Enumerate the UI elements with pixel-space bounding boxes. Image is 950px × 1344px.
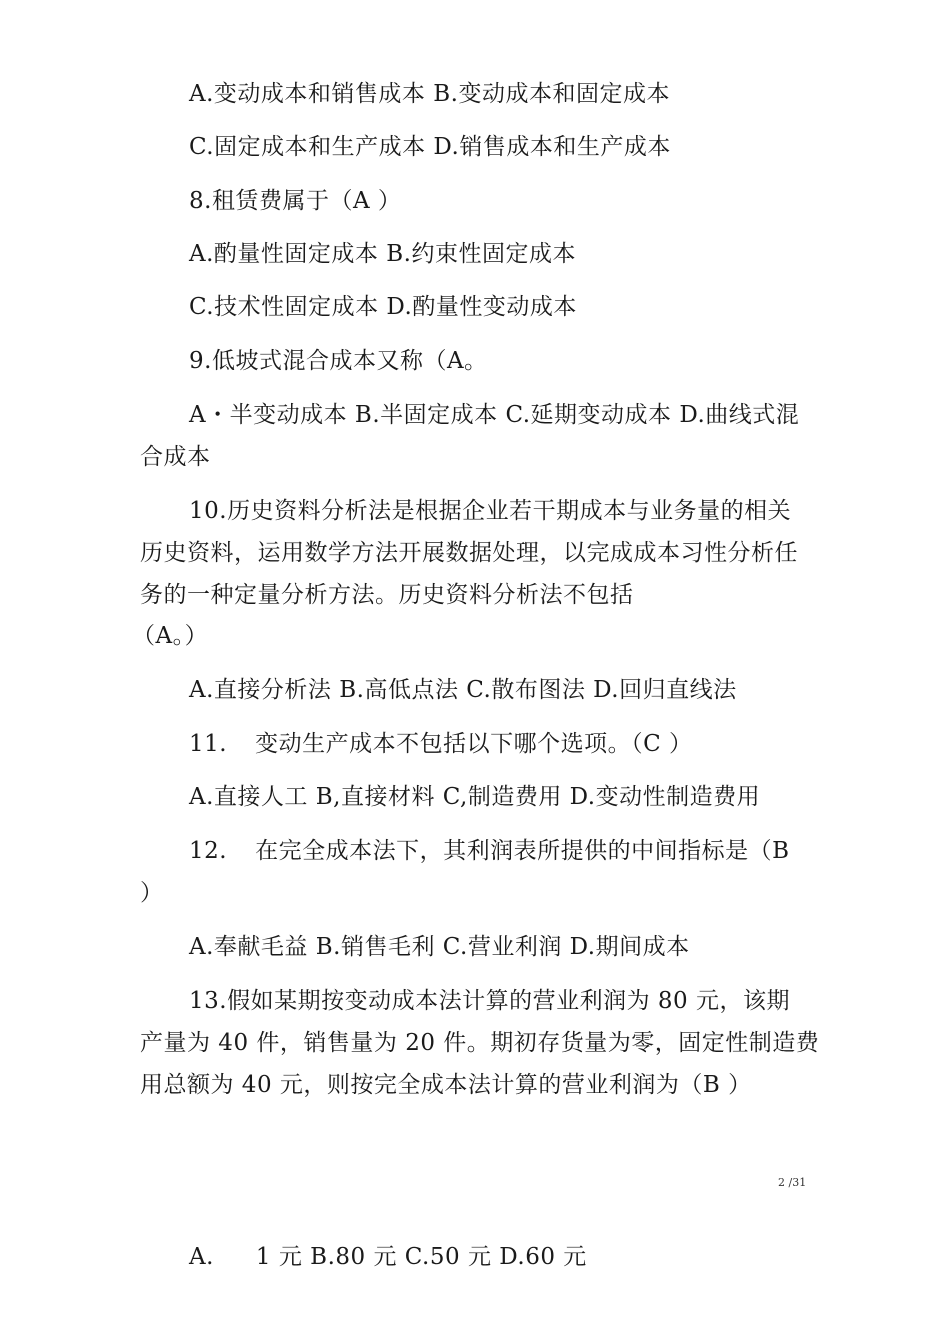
question-line-continued: ）: [140, 880, 164, 906]
question-number: 12.: [189, 838, 228, 864]
answer-bracket: （A。）: [132, 623, 209, 649]
question-line-continued: 产量为 40 件，销售量为 20 件。期初存货量为零，固定性制造费: [140, 1030, 820, 1056]
option-line: C.固定成本和生产成本 D.销售成本和生产成本: [189, 134, 671, 160]
question-text: 变动生产成本不包括以下哪个选项。（C ）: [255, 731, 693, 757]
question-number: 11.: [189, 731, 228, 757]
question-line: 9.低坡式混合成本又称（A。: [189, 348, 488, 374]
option-text: 1 元 B.80 元 C.50 元 D.60 元: [255, 1244, 587, 1270]
option-line: A.奉献毛益 B.销售毛利 C.营业利润 D.期间成本: [189, 934, 690, 960]
question-text: 在完全成本法下，其利润表所提供的中间指标是（B: [255, 838, 790, 864]
option-line: A.直接人工 B,直接材料 C,制造费用 D.变动性制造费用: [189, 784, 761, 810]
question-line: [189, 835, 830, 867]
question-line: 8.租赁费属于（A ）: [189, 188, 402, 214]
option-line: A・半变动成本 B.半固定成本 C.延期变动成本 D.曲线式混: [189, 402, 800, 428]
option-line-continued: 合成本: [140, 444, 211, 470]
question-line: [189, 728, 830, 760]
option-line: C.技术性固定成本 D.酌量性变动成本: [189, 294, 577, 320]
question-line: 10.历史资料分析法是根据企业若干期成本与业务量的相关: [189, 498, 792, 524]
question-line: 13.假如某期按变动成本法计算的营业利润为 80 元，该期: [189, 988, 790, 1014]
question-line-continued: 务的一种定量分析方法。历史资料分析法不包括: [140, 582, 634, 608]
option-label: A.: [189, 1244, 214, 1270]
option-line: A.直接分析法 B.高低点法 C.散布图法 D.回归直线法: [189, 677, 737, 703]
page-number: 2 /31: [778, 1176, 807, 1189]
question-line-continued: 历史资料，运用数学方法开展数据处理，以完成成本习性分析任: [140, 540, 798, 566]
question-line-continued: 用总额为 40 元，则按完全成本法计算的营业利润为（B ）: [140, 1072, 752, 1098]
option-line: [189, 1241, 830, 1273]
option-line: A.酌量性固定成本 B.约束性固定成本: [189, 241, 576, 267]
option-line: A.变动成本和销售成本 B.变动成本和固定成本: [189, 81, 670, 107]
